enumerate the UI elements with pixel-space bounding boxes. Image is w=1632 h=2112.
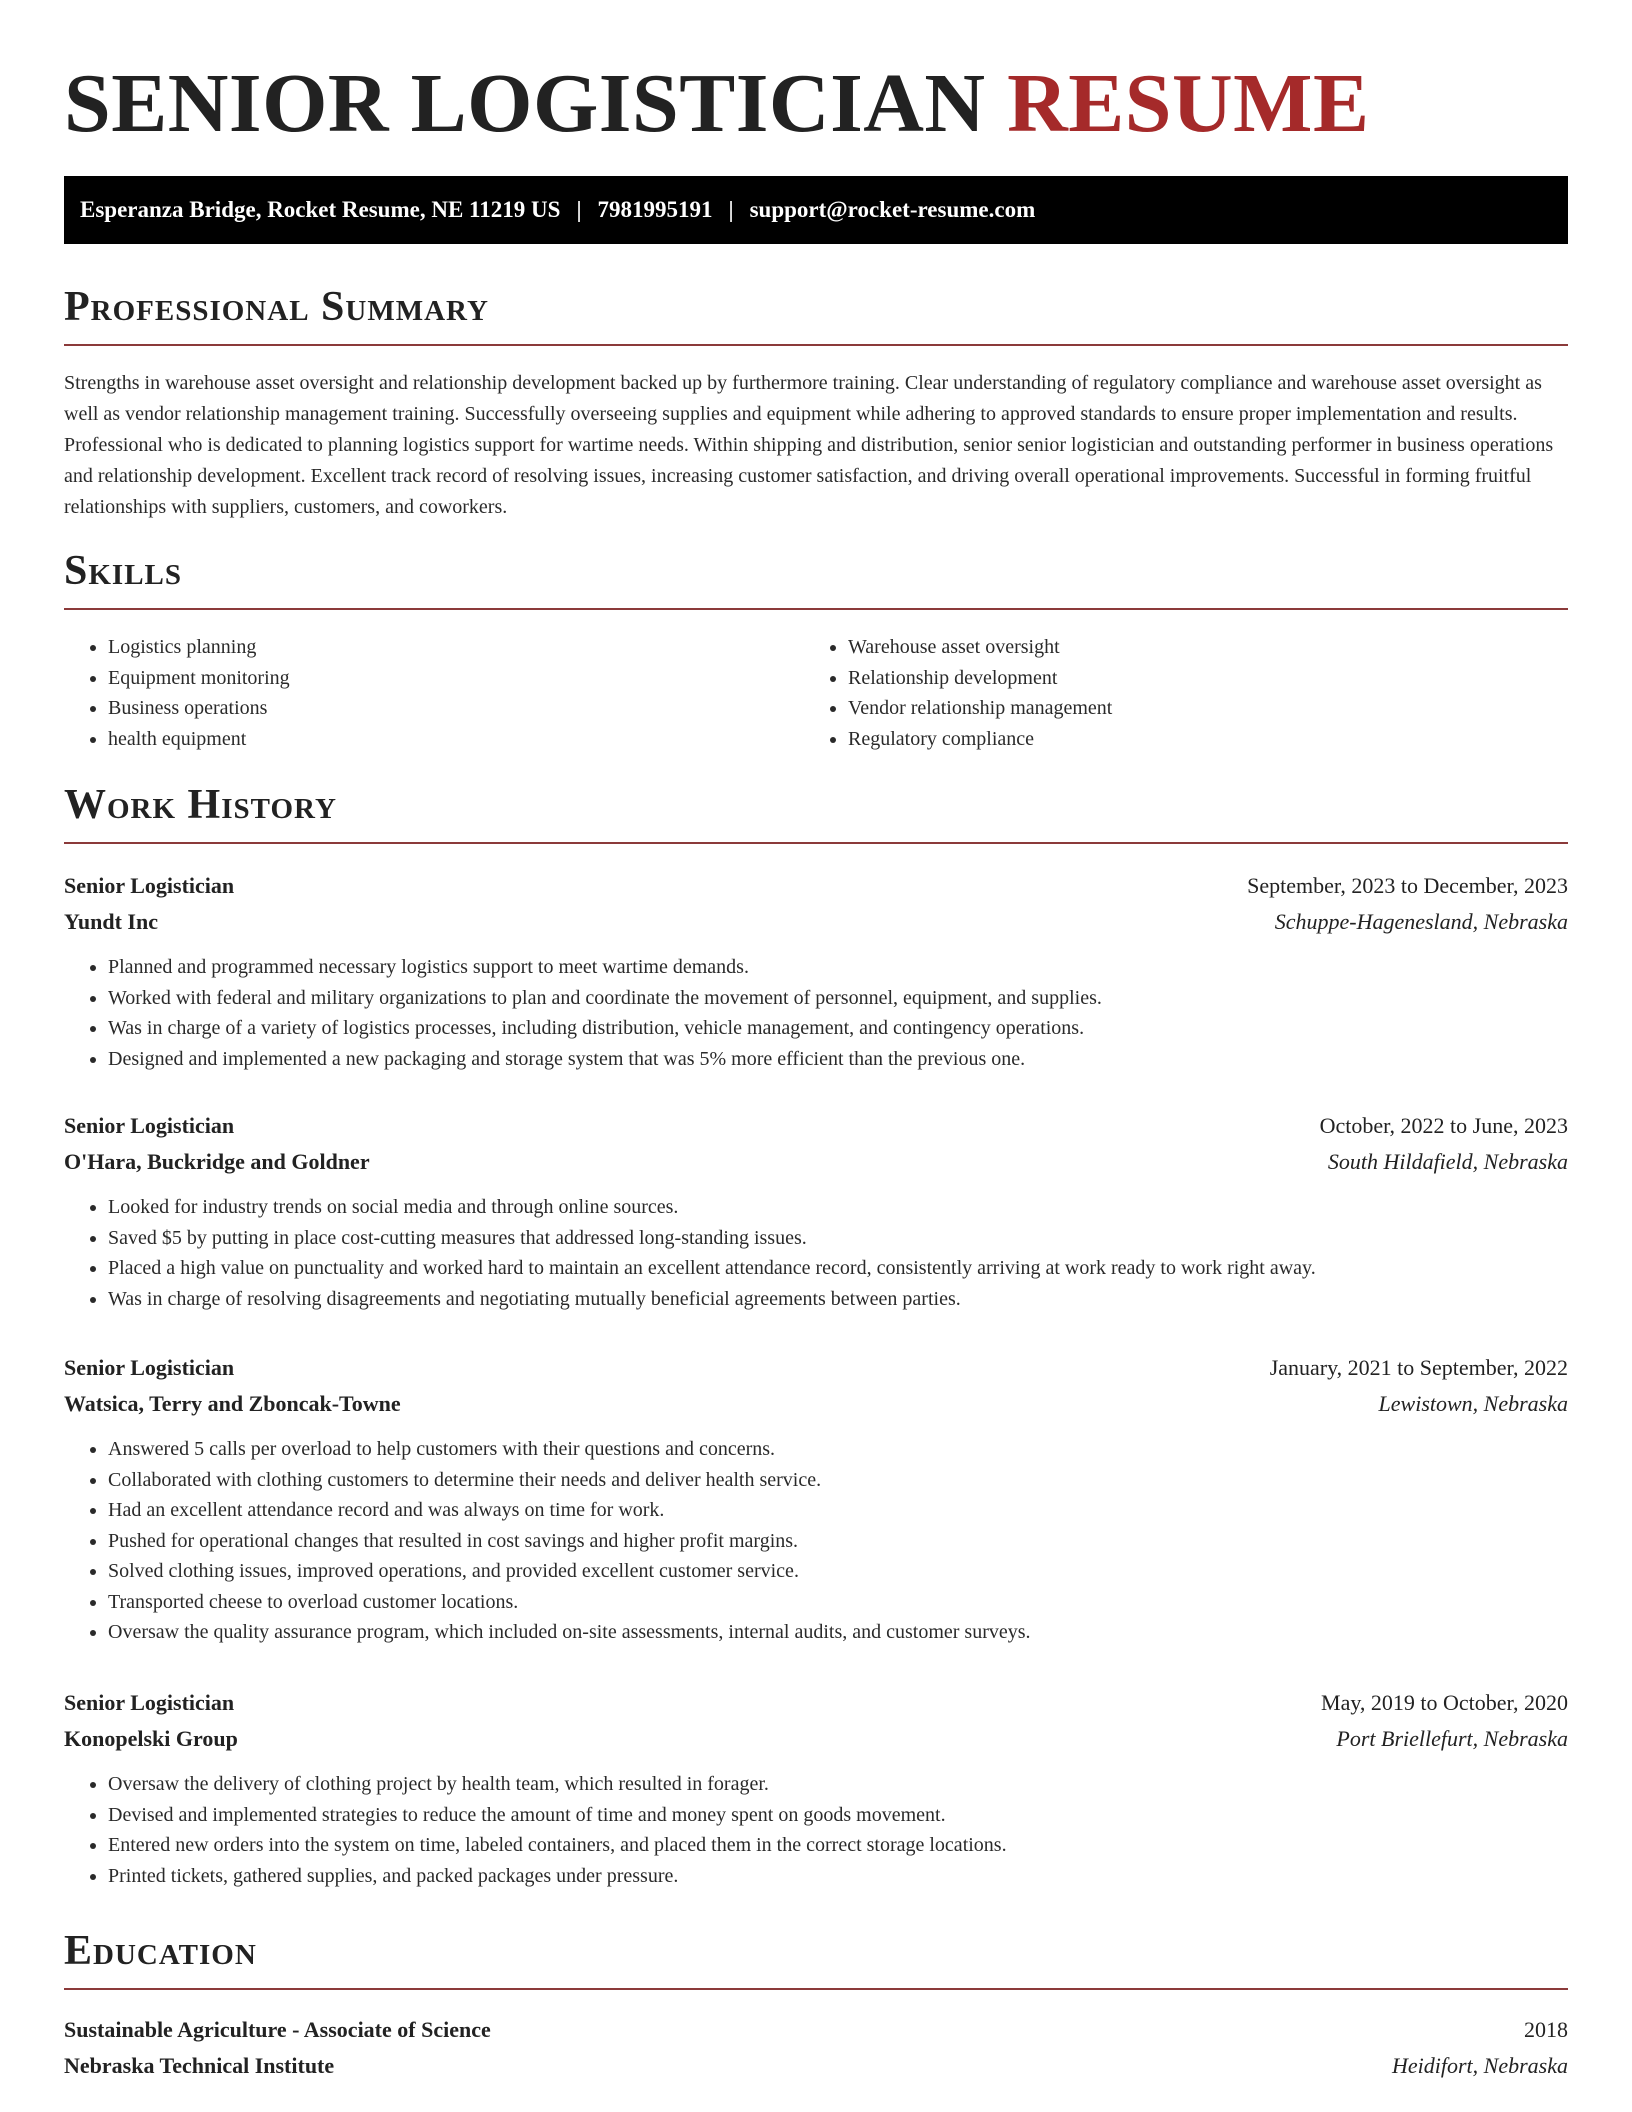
job-entry: [64, 1685, 1568, 1891]
skill-item: • Vendor relationship management: [848, 693, 1544, 724]
job-bullet: • Planned and programmed necessary logistics support to meet wartime demands.: [108, 952, 1568, 983]
job-location: South Hildafield, Nebraska: [1327, 1149, 1568, 1174]
job-title: Senior Logistician: [64, 1690, 235, 1715]
resume-title: [64, 54, 1370, 154]
job-bullet: • Answered 5 calls per overload to help customers with their questions and concerns.: [108, 1434, 1568, 1465]
job-company: O'Hara, Buckridge and Goldner: [64, 1149, 370, 1174]
job-entry: [64, 1350, 1568, 1648]
job-location: Lewistown, Nebraska: [1378, 1391, 1568, 1416]
job-bullet: • Was in charge of a variety of logistics processes, including distribution, vehicle management, and contingency operations.: [108, 1013, 1568, 1044]
job-bullet: • Oversaw the quality assurance program, which included on-site assessments, internal audits, and customer surveys.: [108, 1617, 1568, 1648]
job-bullet: • Solved clothing issues, improved operations, and provided excellent customer service.: [108, 1556, 1568, 1587]
job-bullets: [64, 952, 1568, 1074]
skill-item: • Relationship development: [848, 663, 1544, 694]
job-dates: January, 2021 to September, 2022: [1269, 1355, 1568, 1380]
contact-separator: |: [728, 197, 734, 222]
job-location: Schuppe-Hagenesland, Nebraska: [1274, 909, 1568, 934]
education-degree: Sustainable Agriculture - Associate of Science: [64, 2017, 491, 2042]
job-location: Port Briellefurt, Nebraska: [1336, 1726, 1568, 1751]
job-bullet: • Oversaw the delivery of clothing project by health team, which resulted in forager.: [108, 1769, 1568, 1800]
job-bullet: • Pushed for operational changes that resulted in cost savings and higher profit margins.: [108, 1526, 1568, 1557]
job-entry: [64, 1108, 1568, 1314]
job-bullet: • Devised and implemented strategies to reduce the amount of time and money spent on goods movement.: [108, 1800, 1568, 1831]
education-school: Nebraska Technical Institute: [64, 2053, 335, 2078]
job-dates: May, 2019 to October, 2020: [1321, 1690, 1568, 1715]
resume-title-accent: RESUME: [1007, 57, 1370, 150]
job-bullet: • Transported cheese to overload customer locations.: [108, 1587, 1568, 1618]
skill-item: • Equipment monitoring: [108, 663, 804, 694]
job-bullets: [64, 1192, 1568, 1314]
job-bullets: [64, 1769, 1568, 1891]
job-bullet: • Entered new orders into the system on time, labeled containers, and placed them in the correct storage locations.: [108, 1830, 1568, 1861]
job-entry: [64, 868, 1568, 1074]
skill-item: • Business operations: [108, 693, 804, 724]
summary-text: Strengths in warehouse asset oversight and relationship development backed up by furthermore training. Clear understanding of regulatory compliance and warehouse asset oversight as well as vendor relationship management training. Successfully overseeing supplies and equipment while adhering to approved standards to ensure proper implementation and results. Professional who is dedicated to planning logistics support for wartime needs. Within shipping and distribution, senior senior logistician and outstanding performer in business operations and relationship development. Excellent track record of resolving issues, increasing customer satisfaction, and driving overall operational improvements. Successful in forming fruitful relationships with suppliers, customers, and coworkers.: [64, 372, 1554, 518]
job-title: Senior Logistician: [64, 1113, 235, 1138]
job-dates: September, 2023 to December, 2023: [1247, 873, 1568, 898]
job-bullets: [64, 1434, 1568, 1648]
job-bullet: • Saved $5 by putting in place cost-cutting measures that addressed long-standing issues.: [108, 1223, 1568, 1254]
job-bullet: • Collaborated with clothing customers to determine their needs and deliver health service.: [108, 1465, 1568, 1496]
contact-address: Esperanza Bridge, Rocket Resume, NE 11219 US: [80, 197, 561, 222]
job-dates: October, 2022 to June, 2023: [1319, 1113, 1568, 1138]
job-title: Senior Logistician: [64, 873, 235, 898]
skill-item: • health equipment: [108, 724, 804, 755]
job-bullet: • Worked with federal and military organizations to plan and coordinate the movement of personnel, equipment, and supplies.: [108, 983, 1568, 1014]
job-company: Konopelski Group: [64, 1726, 238, 1751]
job-company: Watsica, Terry and Zboncak-Towne: [64, 1391, 401, 1416]
job-bullet: • Printed tickets, gathered supplies, and packed packages under pressure.: [108, 1861, 1568, 1892]
job-bullet: • Looked for industry trends on social media and through online sources.: [108, 1192, 1568, 1223]
resume-title-main: SENIOR LOGISTICIAN: [64, 57, 986, 150]
skills-column-right: [804, 632, 1544, 754]
education-location: Heidifort, Nebraska: [1392, 2053, 1568, 2078]
job-bullet: • Placed a high value on punctuality and worked hard to maintain an excellent attendance record, consistently arriving at work ready to work right away.: [108, 1253, 1568, 1284]
education-year: 2018: [1524, 2017, 1568, 2042]
skill-item: • Logistics planning: [108, 632, 804, 663]
skill-item: • Warehouse asset oversight: [848, 632, 1544, 663]
education-entry: [64, 2012, 1568, 2084]
section-heading-skills: Skills: [64, 546, 1568, 610]
contact-phone: 7981995191: [597, 197, 713, 222]
job-title: Senior Logistician: [64, 1355, 235, 1380]
job-company: Yundt Inc: [64, 909, 158, 934]
contact-email: support@rocket-resume.com: [749, 197, 1036, 222]
job-bullet: • Had an excellent attendance record and was always on time for work.: [108, 1495, 1568, 1526]
section-heading-summary: Professional Summary: [64, 282, 1568, 346]
contact-separator: |: [576, 197, 582, 222]
job-bullet: • Designed and implemented a new packaging and storage system that was 5% more efficient than the previous one.: [108, 1044, 1568, 1075]
skill-item: • Regulatory compliance: [848, 724, 1544, 755]
job-bullet: • Was in charge of resolving disagreements and negotiating mutually beneficial agreements between parties.: [108, 1284, 1568, 1315]
section-heading-work-history: Work History: [64, 780, 1568, 844]
skills-column-left: [64, 632, 804, 754]
contact-bar: [64, 176, 1568, 244]
section-heading-education: Education: [64, 1926, 1568, 1990]
skills-list: [64, 632, 1568, 754]
